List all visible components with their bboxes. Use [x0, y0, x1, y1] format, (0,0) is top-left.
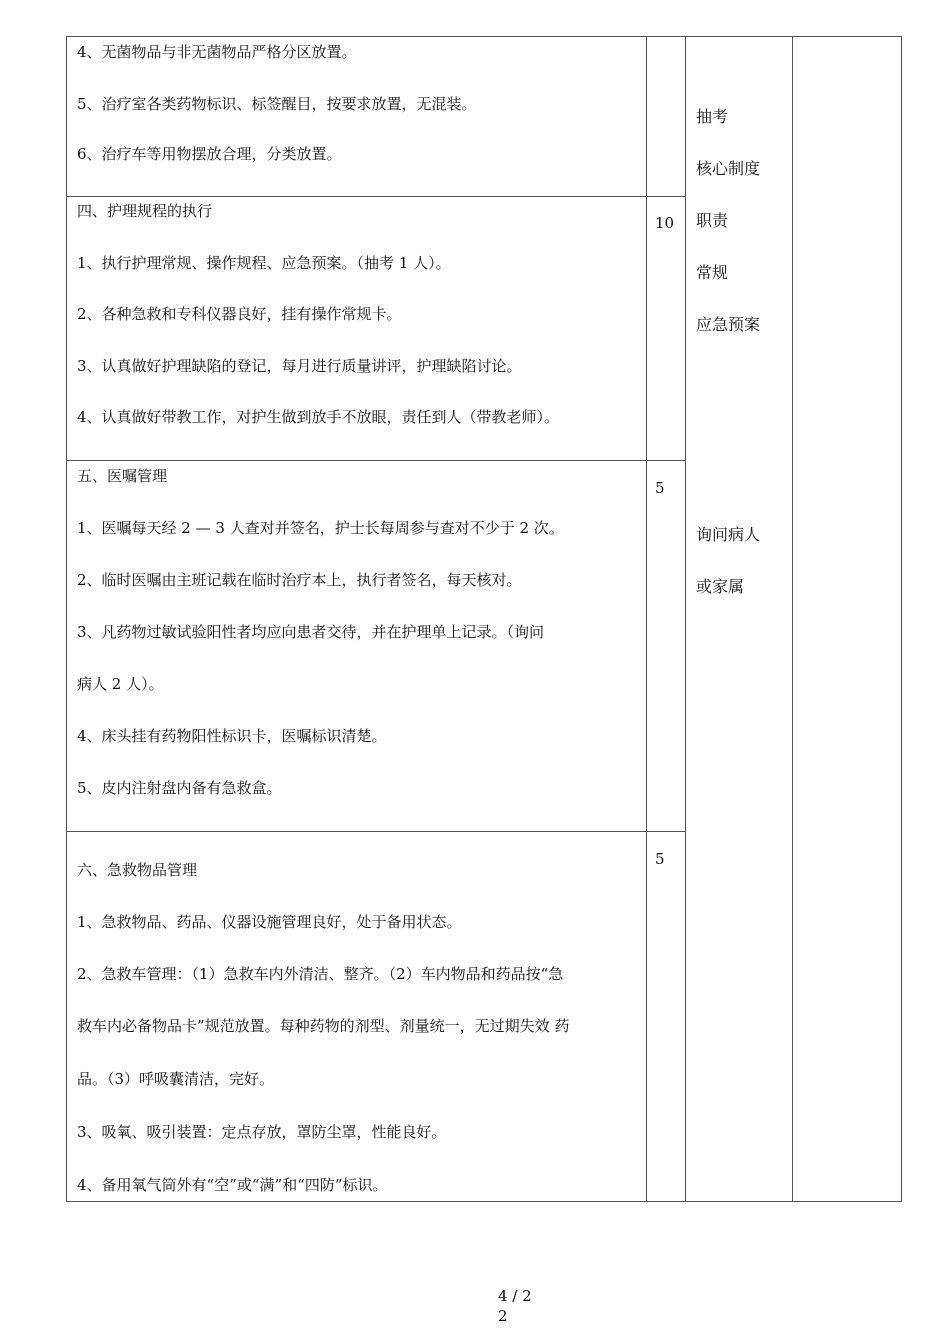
- section-line: 病人 2 人）。: [77, 675, 164, 693]
- section-heading: 五、医嘱管理: [77, 467, 168, 485]
- section-line: 2、急救车管理：（1）急救车内外清洁、整齐。（2）车内物品和药品按“急: [77, 965, 564, 983]
- method-item: 核心制度: [696, 159, 761, 178]
- section-heading: 四、护理规程的执行: [77, 202, 213, 220]
- page-number: 4 / 2: [498, 1287, 532, 1305]
- score-value: 10: [655, 214, 675, 232]
- method-item: 抽考: [696, 107, 729, 126]
- section-line: 4、认真做好带教工作，对护生做到放手不放眼，责任到人（带教老师）。: [77, 408, 560, 426]
- section-line: 3、凡药物过敏试验阳性者均应向患者交待，并在护理单上记录。（询问: [77, 623, 545, 641]
- section-line: 1、医嘱每天经 2 — 3 人查对并签名，护士长每周参与查对不少于 2 次。: [77, 519, 564, 537]
- section-line: 2、临时医嘱由主班记载在临时治疗本上，执行者签名，每天核对。: [77, 571, 522, 589]
- section-line: 5、皮内注射盘内备有急救盒。: [77, 779, 282, 797]
- section-line: 5、治疗室各类药物标识、标签醒目，按要求放置，无混装。: [77, 95, 477, 113]
- inspection-table: [66, 36, 902, 1202]
- section-line: 3、吸氧、吸引装置：定点存放，罩防尘罩，性能良好。: [77, 1123, 447, 1141]
- section-line: 品。（3）呼吸囊清洁，完好。: [77, 1070, 275, 1088]
- row-divider: [67, 460, 685, 461]
- row-divider: [67, 196, 685, 197]
- score-value: 5: [655, 479, 665, 497]
- section-line: 1、执行护理常规、操作规程、应急预案。（抽考 1 人）。: [77, 254, 451, 272]
- score-value: 5: [655, 850, 665, 868]
- section-line: 1、急救物品、药品、仪器设施管理良好，处于备用状态。: [77, 913, 462, 931]
- column-divider-method: [685, 37, 686, 1201]
- method-item: 应急预案: [696, 315, 761, 334]
- section-heading: 六、急救物品管理: [77, 861, 198, 879]
- method-item: 或家属: [696, 577, 745, 596]
- method-item: 职责: [696, 211, 729, 230]
- section-line: 6、治疗车等用物摆放合理，分类放置。: [77, 145, 342, 163]
- section-line: 4、无菌物品与非无菌物品严格分区放置。: [77, 43, 357, 61]
- row-divider: [67, 831, 685, 832]
- method-item: 询问病人: [696, 525, 761, 544]
- section-line: 救车内必备物品卡”规范放置。每种药物的剂型、剂量统一，无过期失效 药: [77, 1017, 570, 1035]
- section-line: 4、备用氧气筒外有“空”或“满”和“四防”标识。: [77, 1176, 388, 1194]
- section-line: 4、床头挂有药物阳性标识卡，医嘱标识清楚。: [77, 727, 387, 745]
- method-item: 常规: [696, 263, 729, 282]
- column-divider-score: [646, 37, 647, 1201]
- page-number-continued: 2: [498, 1307, 508, 1325]
- column-divider-result: [792, 37, 793, 1201]
- section-line: 2、各种急救和专科仪器良好，挂有操作常规卡。: [77, 305, 402, 323]
- section-line: 3、认真做好护理缺陷的登记，每月进行质量讲评，护理缺陷讨论。: [77, 357, 522, 375]
